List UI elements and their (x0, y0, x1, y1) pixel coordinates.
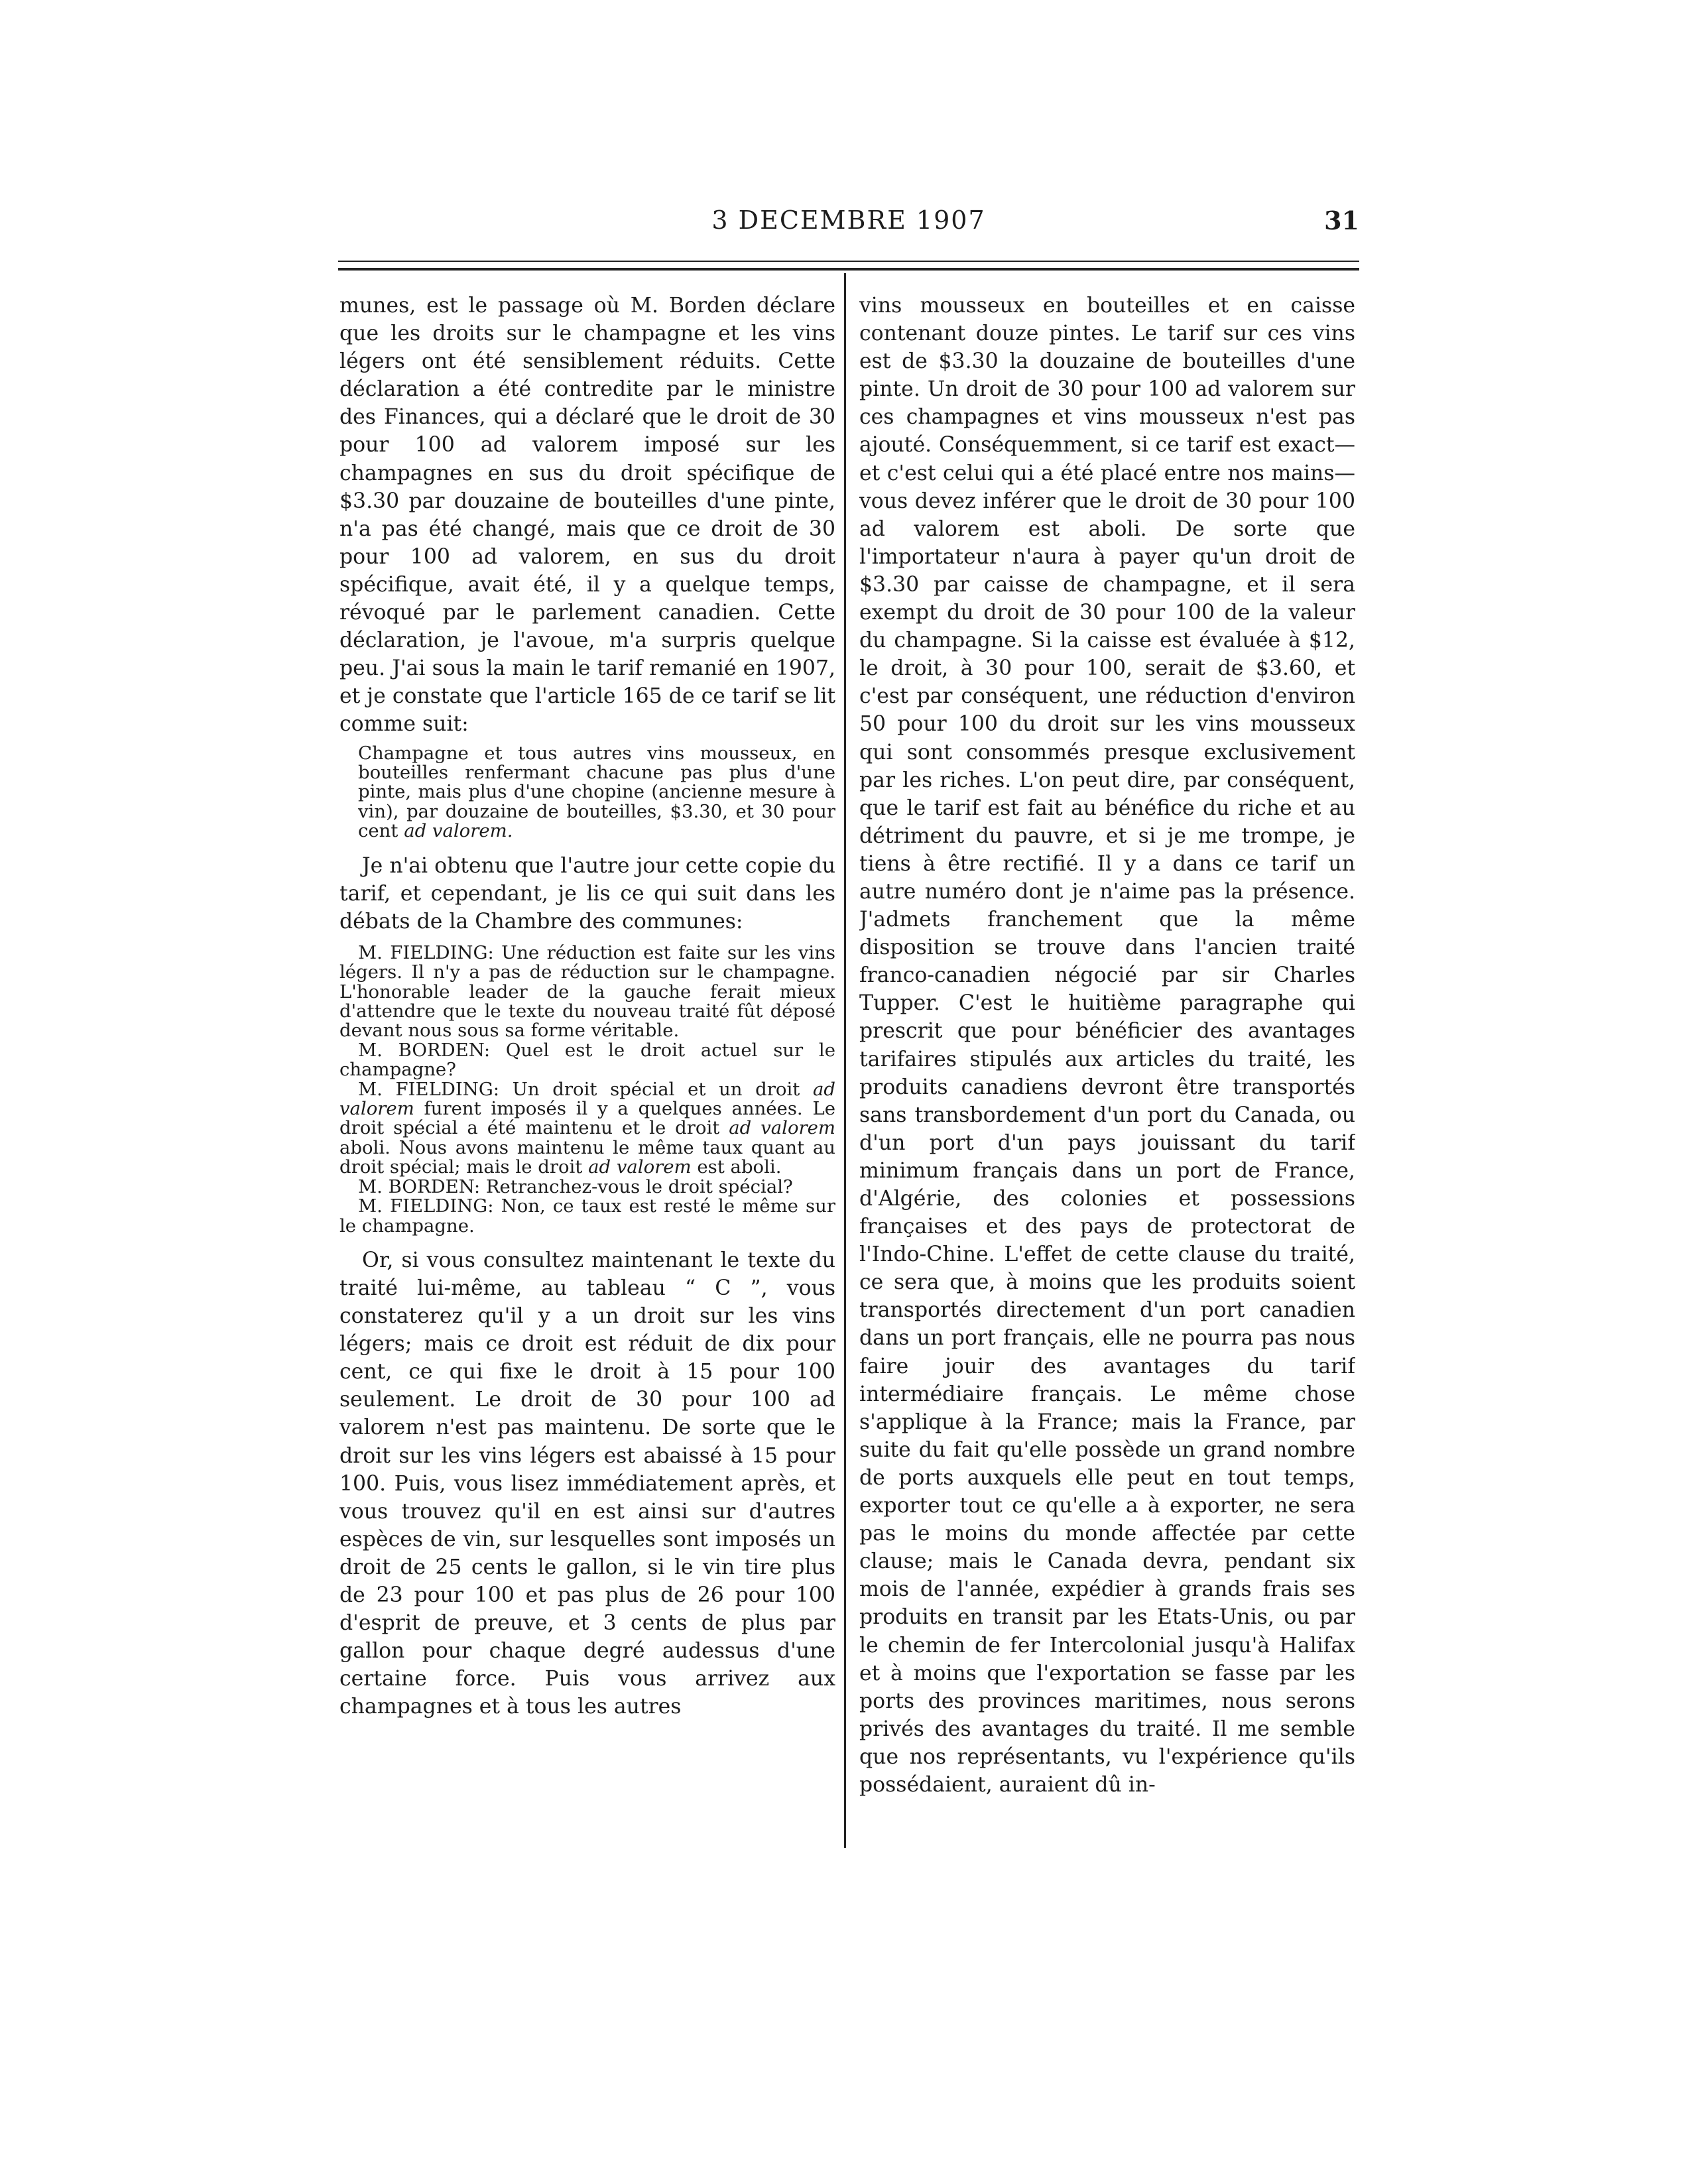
left-paragraph-2: Je n'ai obtenu que l'autre jour cette copie du tarif, et cependant, je lis ce qui suit dans les débats de la Chambre des communes: (339, 853, 835, 934)
tariff-quote-text: Champagne et tous autres vins mousseux, en bouteilles renfermant chacune pas plus d'une pinte, mais plus d'une chopine (ancienne mesure à vin), par douzaine de bouteilles, $3.30, et 30 pour cent (358, 742, 835, 842)
header-rule-thin (338, 261, 1359, 262)
left-column (339, 292, 835, 1856)
running-header (338, 206, 1359, 245)
left-paragraph-1: munes, est le passage où M. Borden déclare que les droits sur le champagne et les vins légers ont été sensiblement réduits. Cette déclaration a été contredite par le ministre des Finances, qui a déclaré que le droit de 30 pour 100 ad valorem imposé sur les champagnes en sus du droit spécifique de $3.30 par douzaine de bouteilles d'une pinte, n'a pas été changé, mais que ce droit de 30 pour 100 ad valorem, en sus du droit spécifique, avait été, il y a quelque temps, révoqué par le parlement canadien. Cette déclaration, je l'avoue, m'a surpris quelque peu. J'ai sous la main le tarif remanié en 1907, et je constate que l'article 165 de ce tarif se lit comme suit: (339, 294, 835, 737)
debate-fielding-2-part-a: M. FIELDING: Un droit spécial et un droit (358, 1078, 813, 1100)
left-paragraph-3: Or, si vous consultez maintenant le texte du traité lui-même, au tableau “ C ”, vous constaterez qu'il y a un droit sur les vins légers; mais ce droit est réduit de dix pour cent, ce qui fixe le droit à 15 pour 100 seulement. Le droit de 30 pour 100 ad valorem n'est pas maintenu. De sorte que le droit sur les vins légers est abaissé à 15 pour 100. Puis, vous lisez immédiatement après, et vous trouvez qu'il en est ainsi sur d'autres espèces de vin, sur lesquelles sont imposés un droit de 25 cents le gallon, si le vin tire plus de 23 pour 100 et pas plus de 26 pour 100 d'esprit de preuve, et 3 cents de plus par gallon pour chaque degré audessus d'une certaine force. Puis vous arrivez aux champagnes et à tous les autres (339, 1248, 835, 1719)
debate-fielding-2-part-d: est aboli. (691, 1156, 782, 1178)
debate-fielding-2-italic-2: ad valorem (729, 1117, 835, 1139)
tariff-quote (339, 744, 835, 841)
right-column (859, 292, 1355, 1856)
header-rule-thick (338, 268, 1359, 271)
right-paragraph-1: vins mousseux en bouteilles et en caisse contenant douze pintes. Le tarif sur ces vins est de $3.30 la douzaine de bouteilles d'une pinte. Un droit de 30 pour 100 ad valorem sur ces champagnes et vins mousseux n'est pas ajouté. Conséquemment, si ce tarif est exact—et c'est celui qui a été placé entre nos mains—vous devez inférer que le droit de 30 pour 100 ad valorem est aboli. De sorte que l'importateur n'aura à payer qu'un droit de $3.30 par caisse de champagne, et il sera exempt du droit de 30 pour 100 de la valeur du champagne. Si la caisse est évaluée à $12, le droit, à 30 pour 100, serait de $3.60, et c'est par conséquent, une réduction d'environ 50 pour 100 du droit sur les vins mousseux qui sont consommés presque exclusivement par les riches. L'on peut dire, par conséquent, que le tarif est fait au bénéfice du riche et au détriment du pauvre, et si je me trompe, je tiens à être rectifié. Il y a dans ce tarif un autre numéro dont je n'aime pas la présence. J'admets franchement que la même disposition se trouve dans l'ancien traité franco-canadien négocié par sir Charles Tupper. C'est le huitième paragraphe qui prescrit que pour bénéficier des avantages tarifaires stipulés aux articles du traité, les produits canadiens devront être transportés sans transbordement d'un port du Canada, ou d'un port d'un pays jouissant du tarif minimum français dans un port de France, d'Algérie, des colonies et possessions françaises et des pays de protectorat de l'Indo-Chine. L'effet de cette clause du traité, ce sera que, à moins que les produits soient transportés directement d'un port canadien dans un port français, elle ne pourra pas nous faire jouir des avantages du tarif intermédiaire français. Le même chose s'applique à la France; mais la France, par suite du fait qu'elle possède un grand nombre de ports auxquels elle peut en tout temps, exporter tout ce qu'elle a à exporter, ne sera pas le moins du monde affectée par cette clause; mais le Canada devra, pendant six mois de l'année, expédier à grands frais ses produits en transit par les Etats-Unis, ou par le chemin de fer Intercolonial jusqu'à Halifax et à moins que l'exportation se fasse par les ports des provinces maritimes, nous serons privés des avantages du traité. Il me semble que nos représentants, vu l'expérience qu'ils possédaient, auraient dû in- (859, 294, 1355, 1797)
column-divider (844, 273, 846, 1848)
debate-fielding-2-italic-3: ad valorem (588, 1156, 692, 1178)
page-number: 31 (1324, 206, 1359, 235)
debate-fielding-2 (339, 1080, 835, 1178)
debate-borden-2: M. BORDEN: Retranchez-vous le droit spécial? (358, 1176, 793, 1197)
debate-fielding-3: M. FIELDING: Non, ce taux est resté le même sur le champagne. (339, 1195, 835, 1237)
debate-fielding-2-part-c: aboli. Nous avons maintenu le même taux quant au droit spécial; mais le droit (339, 1136, 835, 1178)
debate-fielding-2-part-b: furent imposés il y a quelques années. Le droit spécial a été maintenu et le droit (339, 1098, 835, 1139)
debate-fielding-2-italic-1: ad valorem (339, 1078, 835, 1120)
tariff-quote-italic: ad valorem. (404, 820, 513, 842)
debate-borden-1: M. BORDEN: Quel est le droit actuel sur le champagne? (339, 1039, 835, 1081)
header-date: 3 DECEMBRE 1907 (711, 206, 986, 235)
debate-fielding-1: M. FIELDING: Une réduction est faite sur les vins légers. Il n'y a pas de réduction sur le champagne. L'honorable leader de la gauche ferait mieux d'attendre que le texte du nouveau traité fût déposé devant nous sous sa forme véritable. (339, 941, 835, 1042)
